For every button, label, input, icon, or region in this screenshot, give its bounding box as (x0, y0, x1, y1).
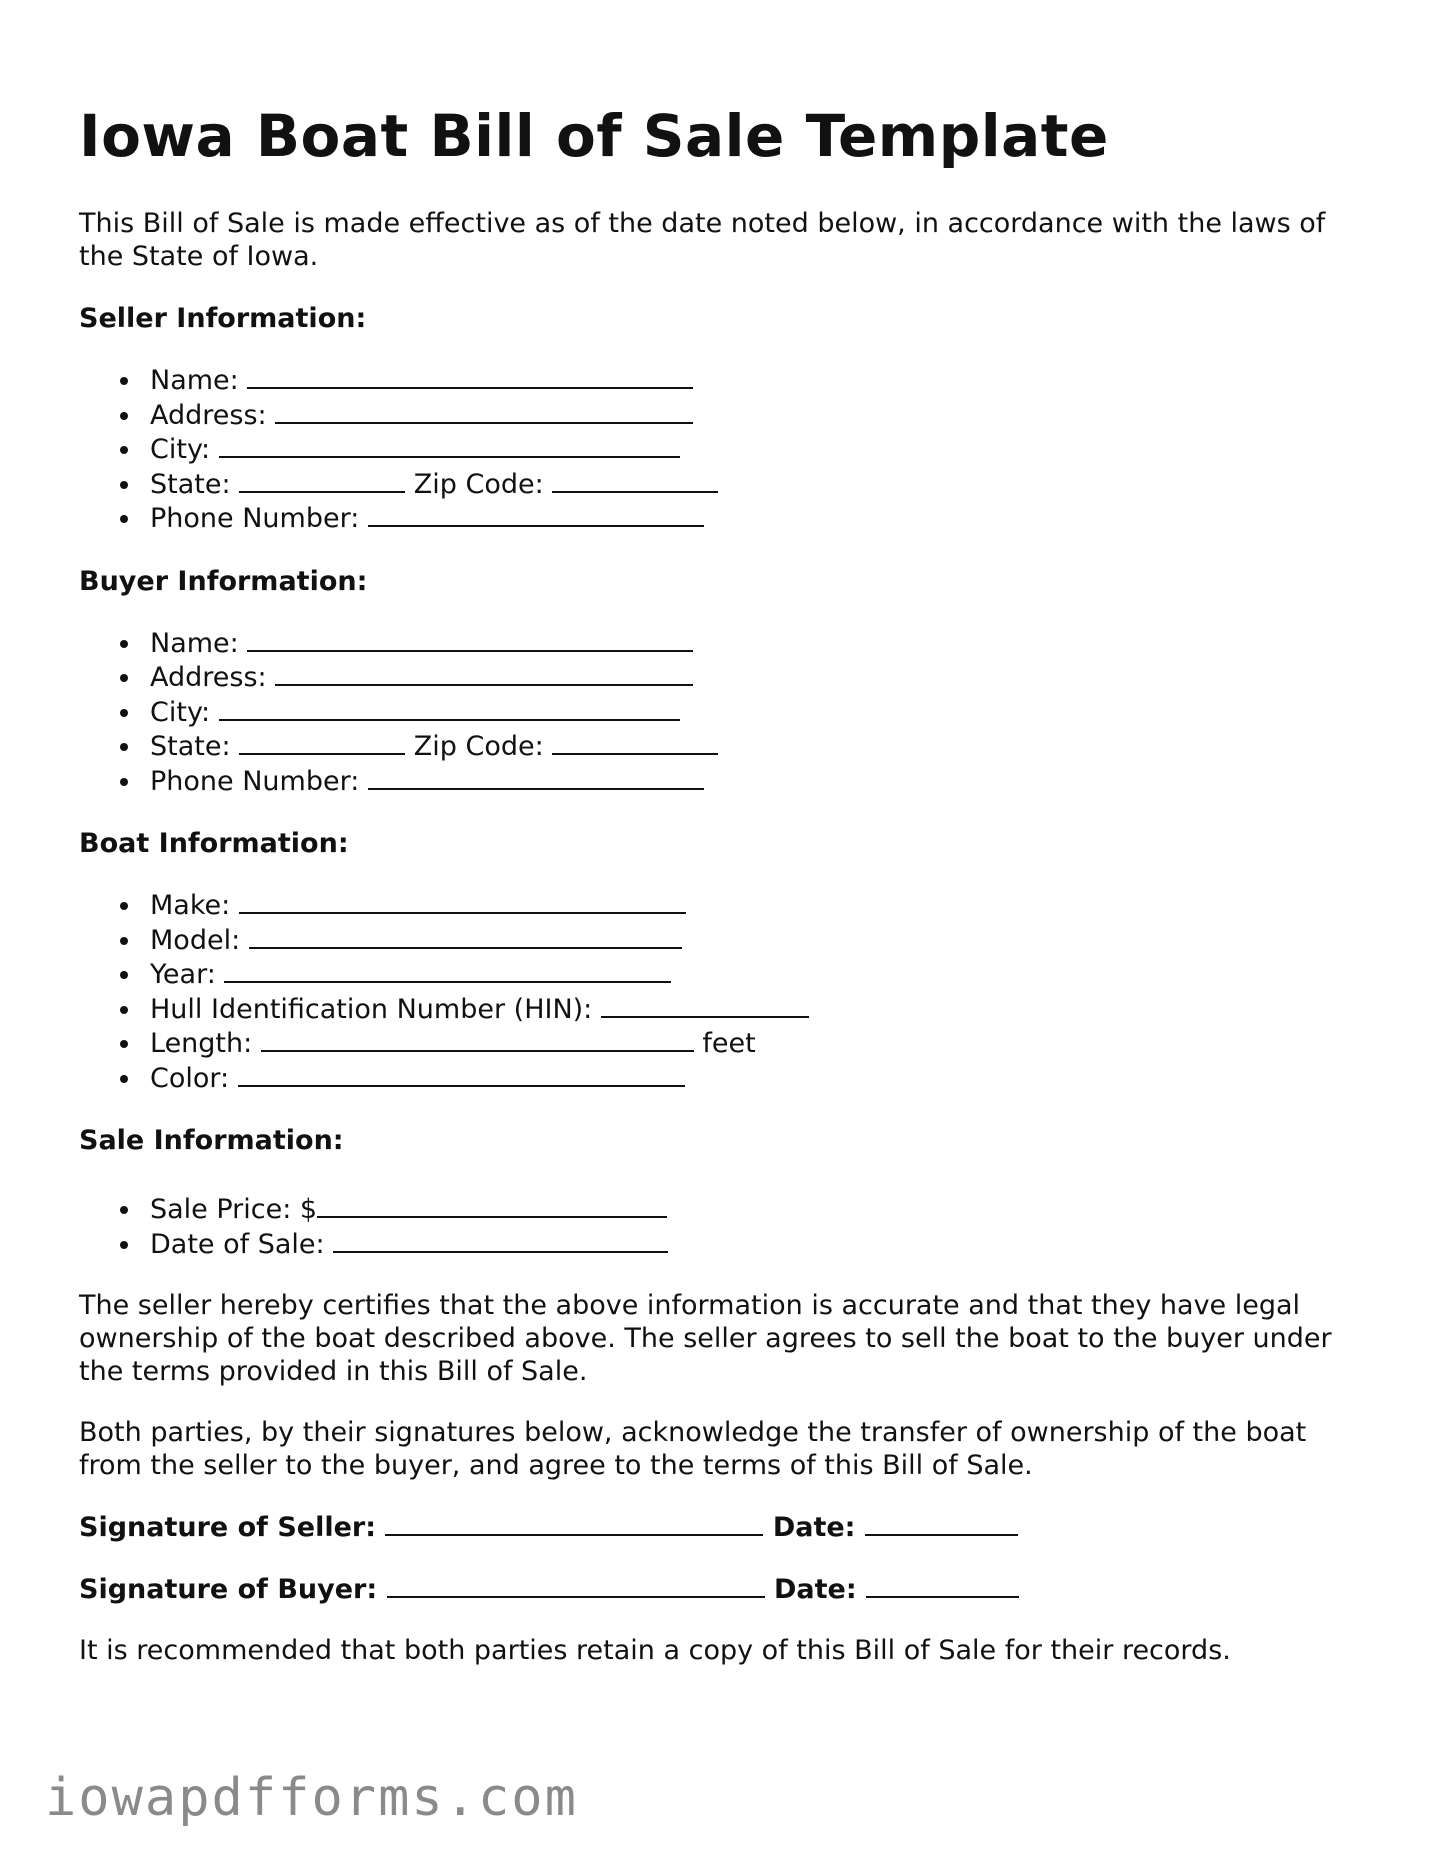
sale-date-label: Date of Sale: (150, 1228, 325, 1260)
buyer-phone-label: Phone Number: (150, 765, 360, 797)
boat-color-label: Color: (150, 1062, 230, 1094)
seller-city-label: City: (150, 434, 211, 465)
seller-name-label: Name: (150, 365, 239, 396)
certification-paragraph: The seller hereby certifies that the above information is accurate and that they have legal ownership of the boat described above. The seller agrees to sell the boat to the buyer under the terms provided in this Bill of Sale. (79, 1290, 1332, 1387)
boat-make-field[interactable] (239, 888, 686, 914)
seller-name-field[interactable] (247, 363, 693, 389)
seller-signature-date-field[interactable] (865, 1510, 1018, 1536)
site-watermark: iowapdfforms.com (45, 1768, 578, 1828)
acknowledgement-paragraph: Both parties, by their signatures below, acknowledge the transfer of ownership of the boat from the seller to the buyer, and agree to the terms of this Bill of Sale. (79, 1417, 1307, 1481)
boat-model-field[interactable] (249, 923, 682, 949)
buyer-phone-field[interactable] (368, 764, 704, 790)
boat-length-label: Length: (150, 1028, 253, 1059)
boat-hin-item (150, 992, 1369, 1027)
boat-hin-field[interactable] (601, 992, 809, 1018)
boat-year-item (150, 957, 1369, 992)
boat-model-label: Model: (150, 924, 241, 956)
seller-heading: Seller Information: (79, 303, 367, 334)
boat-length-item (150, 1026, 1369, 1061)
boat-fields (79, 888, 1369, 1095)
sale-date-field[interactable] (333, 1227, 668, 1253)
seller-signature-label: Signature of Seller: (79, 1512, 377, 1543)
seller-zip-field[interactable] (552, 467, 718, 493)
sale-date-item (150, 1227, 1369, 1262)
buyer-name-item (150, 626, 1369, 661)
seller-phone-item (150, 501, 1369, 536)
seller-signature-date-label: Date: (772, 1512, 856, 1543)
boat-year-label: Year: (150, 959, 216, 990)
seller-state-zip-item (150, 467, 1369, 502)
buyer-signature-line (79, 1572, 1369, 1606)
boat-make-label: Make: (150, 890, 231, 921)
seller-zip-label: Zip Code: (413, 468, 544, 500)
seller-address-label: Address: (150, 399, 267, 431)
seller-fields (79, 363, 1369, 536)
recommendation-paragraph: It is recommended that both parties retain a copy of this Bill of Sale for their records. (79, 1635, 1231, 1666)
intro-paragraph: This Bill of Sale is made effective as of the date noted below, in accordance with the laws of the State of Iowa. (79, 208, 1326, 272)
buyer-name-field[interactable] (247, 626, 693, 652)
buyer-fields (79, 626, 1369, 799)
buyer-state-label: State: (150, 731, 231, 762)
seller-state-label: State: (150, 468, 231, 500)
seller-state-field[interactable] (239, 467, 405, 493)
buyer-city-item (150, 695, 1369, 730)
document-page (79, 96, 1369, 1667)
seller-city-field[interactable] (219, 432, 680, 458)
seller-name-item (150, 363, 1369, 398)
seller-phone-field[interactable] (368, 501, 704, 527)
seller-signature-field[interactable] (385, 1510, 763, 1536)
buyer-name-label: Name: (150, 627, 239, 659)
buyer-address-field[interactable] (275, 660, 693, 686)
sale-price-field[interactable] (317, 1192, 667, 1218)
document-title: Iowa Boat Bill of Sale Template (79, 102, 1109, 170)
buyer-city-label: City: (150, 696, 211, 728)
boat-year-field[interactable] (224, 957, 671, 983)
buyer-signature-field[interactable] (387, 1572, 765, 1598)
seller-city-item (150, 432, 1369, 467)
buyer-state-zip-item (150, 729, 1369, 764)
sale-price-item (150, 1192, 1369, 1227)
seller-signature-line (79, 1510, 1369, 1544)
seller-address-field[interactable] (275, 398, 693, 424)
buyer-state-field[interactable] (239, 729, 405, 755)
boat-heading: Boat Information: (79, 828, 349, 859)
buyer-phone-item (150, 764, 1369, 799)
buyer-city-field[interactable] (219, 695, 680, 721)
buyer-zip-label: Zip Code: (413, 731, 544, 762)
boat-color-item (150, 1061, 1369, 1096)
buyer-heading: Buyer Information: (79, 565, 368, 597)
boat-color-field[interactable] (238, 1061, 685, 1087)
seller-phone-label: Phone Number: (150, 503, 360, 534)
sale-price-label: Sale Price: $ (150, 1194, 318, 1225)
boat-hin-label: Hull Identification Number (HIN): (150, 993, 593, 1025)
buyer-address-label: Address: (150, 662, 267, 693)
sale-heading: Sale Information: (79, 1125, 344, 1156)
boat-length-field[interactable] (261, 1026, 694, 1052)
sale-fields (79, 1192, 1369, 1261)
seller-address-item (150, 398, 1369, 433)
buyer-zip-field[interactable] (552, 729, 718, 755)
buyer-signature-label: Signature of Buyer: (79, 1574, 378, 1605)
boat-make-item (150, 888, 1369, 923)
buyer-signature-date-field[interactable] (866, 1572, 1019, 1598)
boat-length-unit: feet (702, 1028, 756, 1059)
boat-model-item (150, 923, 1369, 958)
buyer-signature-date-label: Date: (773, 1574, 857, 1605)
buyer-address-item (150, 660, 1369, 695)
